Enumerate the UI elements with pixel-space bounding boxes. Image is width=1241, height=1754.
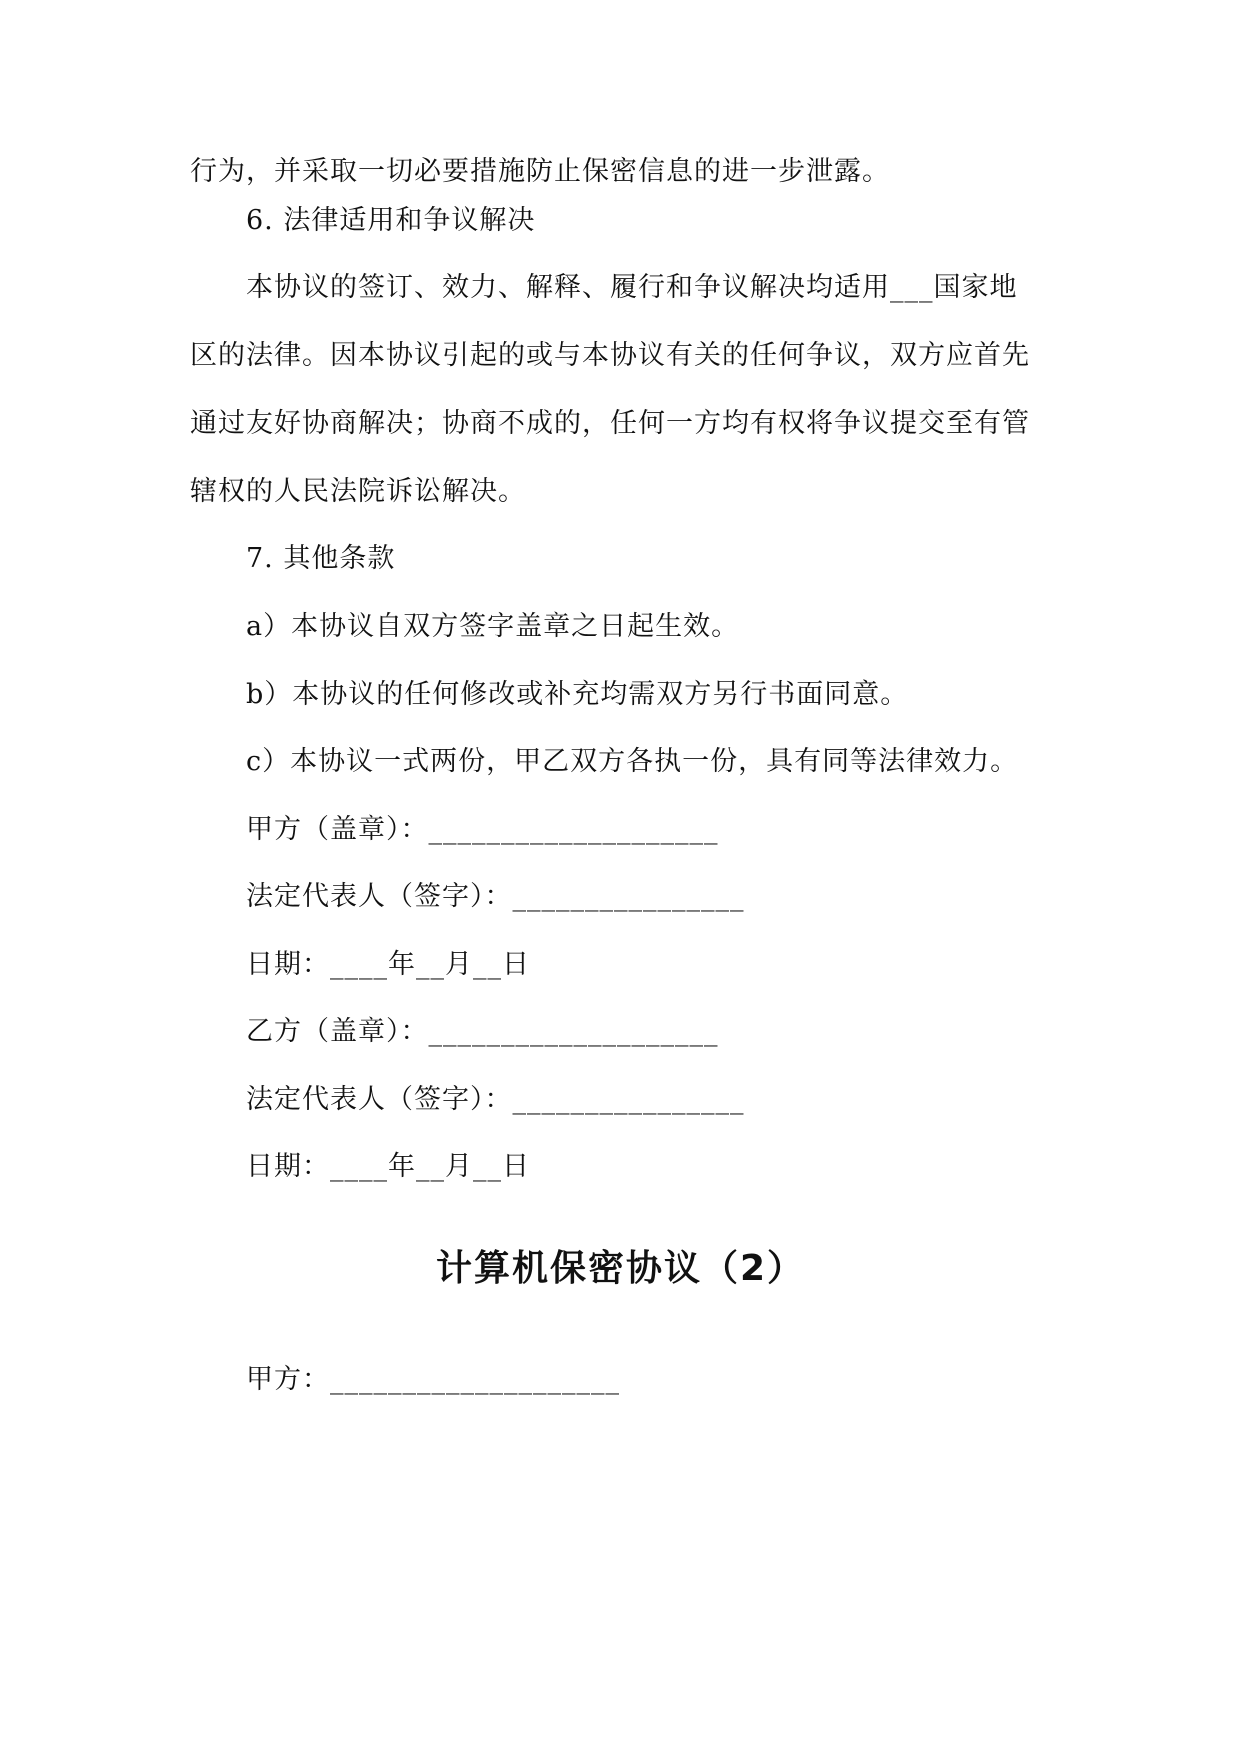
party-b-date-line: 日期：____年__月__日 — [246, 1151, 530, 1182]
section-heading-7: 7. 其他条款 — [246, 543, 396, 574]
party-a-date-line: 日期：____年__月__日 — [246, 949, 530, 980]
clause-item-a: a）本协议自双方签字盖章之日起生效。 — [246, 611, 740, 642]
paragraph-line: 行为，并采取一切必要措施防止保密信息的进一步泄露。 — [190, 156, 890, 187]
party-a-representative-line: 法定代表人（签字）：________________ — [246, 881, 745, 912]
paragraph-line: 区的法律。因本协议引起的或与本协议有关的任何争议，双方应首先 — [190, 340, 1030, 371]
party-b-seal-line: 乙方（盖章）：____________________ — [246, 1016, 719, 1047]
section-heading-6: 6. 法律适用和争议解决 — [246, 205, 536, 236]
party-b-representative-line: 法定代表人（签字）：________________ — [246, 1084, 745, 1115]
paragraph-line: 辖权的人民法院诉讼解决。 — [190, 476, 526, 507]
document-title: 计算机保密协议（2） — [435, 1248, 806, 1289]
paragraph-line: 本协议的签订、效力、解释、履行和争议解决均适用___国家地 — [246, 272, 1018, 303]
party-a-line: 甲方：____________________ — [246, 1364, 620, 1395]
clause-item-b: b）本协议的任何修改或补充均需双方另行书面同意。 — [246, 679, 909, 710]
party-a-seal-line: 甲方（盖章）：____________________ — [246, 814, 719, 845]
clause-item-c: c）本协议一式两份，甲乙双方各执一份，具有同等法律效力。 — [246, 746, 1019, 777]
paragraph-line: 通过友好协商解决；协商不成的，任何一方均有权将争议提交至有管 — [190, 408, 1030, 439]
